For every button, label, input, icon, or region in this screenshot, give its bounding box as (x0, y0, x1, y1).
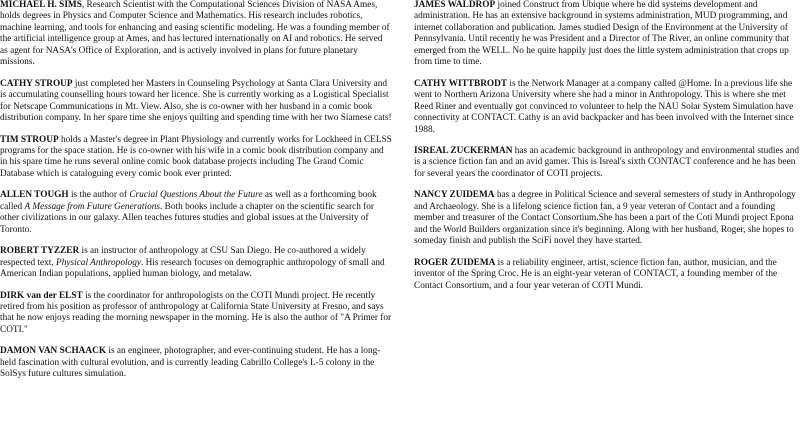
bio-entry (414, 258, 800, 292)
bio-text: is an instructor of anthropology at CSU San Diego. He co-authored a widely respected text, (0, 246, 366, 268)
bio-text: as well as a forthcoming book called (0, 190, 377, 212)
bio-name: JAMES WALDROP (414, 0, 496, 10)
bio-text: is the author of (68, 190, 130, 201)
bio-entry (0, 246, 392, 280)
book-title: Crucial Questions About the Future (129, 190, 263, 201)
bio-name: ISREAL ZUCKERMAN (414, 145, 513, 156)
bio-name: ALLEN TOUGH (0, 190, 69, 201)
left-column (0, 0, 392, 391)
bio-entry (414, 146, 800, 180)
bio-entry (0, 346, 392, 380)
bio-name: CATHY STROUP (0, 78, 73, 89)
bio-text: is the Network Manager at a company called @Home. In a previous life she went to Northern Arizona University where she had a minor in Anthropology. This is where she met Reed Riner and eventually got convinced to volunteer to help the NAU Solar System Simulation have connectivity at CONTACT. Cathy is an avid backpacker and has been involved with the Internet since 1988. (414, 78, 794, 135)
bio-entry (414, 79, 800, 136)
bio-text: . His research focuses on demographic anthropology of small and American Indian populations, applied human biology, and metalaw. (0, 257, 385, 280)
bio-name: DIRK van der ELST (0, 290, 83, 301)
bio-text: is the coordinator for anthropologists on the COTI Mundi project. He recently retired from his position as professor of anthropology at California State University at Fresno, and says that he now enjoys reading the morning newspaper in the morning. He is also the author of "A Primer for COTI." (0, 290, 392, 335)
bio-entry (0, 0, 392, 69)
bio-entry (414, 190, 800, 247)
bio-name: ROGER ZUIDEMA (414, 257, 496, 268)
bio-text: . Both books include a chapter on the scientific search for other civilizations in our galaxy. Allen teaches futures studies and global issues at the University of Toronto. (0, 201, 375, 235)
bio-text: is a reliability engineer, artist, science fiction fan, author, musician, and the inventor of the Spring Croc. He is an eight-year veteran of CONTACT, a founding member of the Contact Consortium, and a four year veteran of COTI Mundi. (414, 257, 778, 291)
bio-text: just completed her Masters in Counseling Psychology at Santa Clara University and is accumulating counselling hours toward her licence. She is currently working as a Logistical Specialist for Netscape Communications in Mt. View. Also, she is co-owner with her husband in a comic book distribution company. In her spare time she enjoys quilting and spending time with her two Siamese cats! (0, 78, 392, 124)
bio-entry (0, 291, 392, 337)
bio-text: , Research Scientist with the Computational Sciences Division of NASA Ames, holds degrees in Physics and Computer Science and Mathematics. His research includes robotics, machine learning, and tools for enhancing and easing scientific modeling. He was a founding member of the artificial intelligence group at Ames, and has lectured internationally on AI and robotics. He served as agent for NASA's Office of Exploration, and is actively involved in plans for future planetary missions. (0, 0, 390, 68)
bio-text: is an engineer, photographer, and ever-continuing student. He has a long-held fascination with cultural evolution, and is currently leading Cabrillo College's L-5 colony in the SolSys future cultures simulation. (0, 346, 381, 380)
book-title: Physical Anthropology (56, 257, 141, 268)
bio-name: TIM STROUP (0, 134, 59, 145)
bio-name: CATHY WITTBRODT (414, 78, 508, 89)
bio-name: ROBERT TYZZER (0, 246, 80, 257)
bio-text: joined Construct from Ubique where he did systems development and administration. He has an extensive background in systems administration, MUD programming, and internet collaboration and publication. James studied Design of the Environment at the University of Pennsylvania. Until recently he was President and a Director of The River, an online community that emerged from the WELL. No he quite happily just does the little system administration that crops up from time to time. (414, 0, 790, 68)
right-column (414, 0, 800, 302)
bio-text: holds a Master's degree in Plant Physiology and currently works for Lockheed in CELSS programs for the space station. He is co-owner with his wife in a comic book distribution company and in his spare time he runs several online comic book database projects including The Grand Comic Database which is cataloguing every comic book ever printed. (0, 134, 392, 179)
bio-name: DAMON VAN SCHAACK (0, 346, 107, 357)
bio-name: MICHAEL H. SIMS (0, 0, 82, 10)
bio-entry (0, 79, 392, 125)
bio-text: has an academic background in anthropology and environmental studies and is a science fiction fan and an avid gamer. This is Isreal's sixth CONTACT conference and he has been for several years the coordinator of COTI projects. (414, 145, 799, 179)
book-title: A Message from Future Generations (24, 201, 161, 212)
bio-entry (414, 0, 800, 69)
bio-name: NANCY ZUIDEMA (414, 190, 495, 201)
bio-entry (0, 135, 392, 181)
bio-text: has a degree in Political Science and several semesters of study in Anthropology and Archaeology. She is a lifelong science fiction fan, a 9 year veteran of Contact and a founding member and treasurer of the Contact Consortium.She has been a part of the Coti Mundi project Epona and the World Builders organization since it's beginning. Along with her husband, Roger, she hopes to someday finish and publish the SciFi novel they have started. (414, 190, 796, 247)
bio-entry (0, 190, 392, 236)
